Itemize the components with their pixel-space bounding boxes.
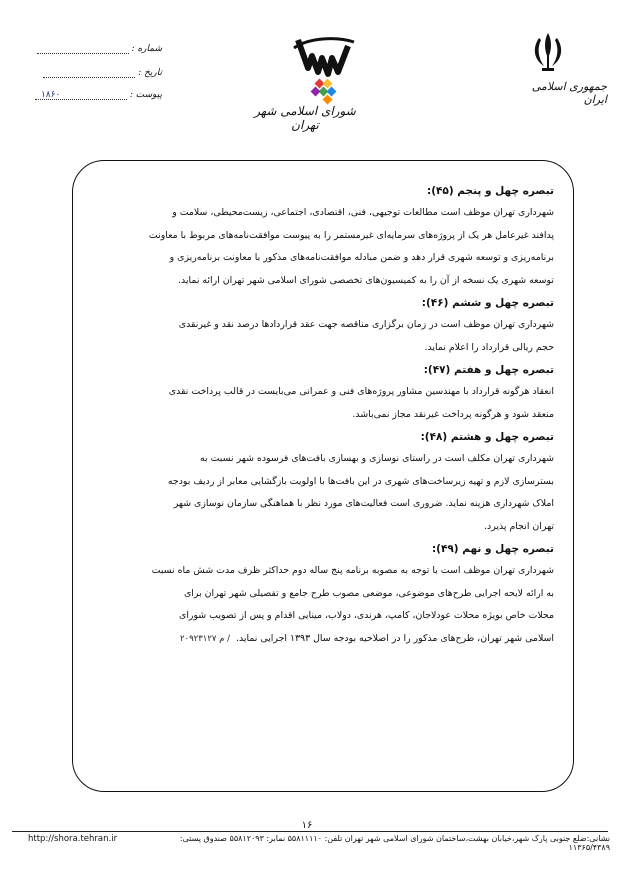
section-48: [94, 426, 554, 538]
paragraph-line: حجم ریالی قرارداد را اعلام نماید.: [424, 341, 554, 353]
meta-date: [32, 68, 162, 78]
footer-divider: [12, 831, 608, 832]
iran-emblem-icon: [528, 30, 568, 74]
paragraph-line: به ارائه لایحه اجرایی طرح‌های موضوعی، موضعی مصوب طرح جامع و تفصیلی شهر تهران برای: [183, 587, 554, 599]
paragraph-line: [94, 628, 554, 651]
meta-attachment: [32, 90, 162, 100]
paragraph-line: شهرداری تهران موظف است با توجه به مصوبه برنامه پنج ساله دوم حداکثر ظرف مدت شش ماه نسبت: [151, 565, 554, 576]
meta-number-line: [37, 44, 129, 54]
document-body: [94, 180, 554, 650]
paragraph-line: شهرداری تهران موظف است مطالعات توجیهی، فنی، اقتصادی، اجتماعی، زیست‌محیطی، سلامت و: [172, 207, 554, 218]
paragraph-line: بسترسازی لازم و تهیه زیرساخت‌های شهری در این بافت‌ها با اولویت بازگشایی معابر از ردیف بودجه: [167, 475, 554, 487]
section-45: [94, 180, 554, 292]
paragraph-line: تهران انجام پذیرد.: [484, 520, 554, 532]
paragraph-line: شهرداری تهران مکلف است در راستای نوسازی و بهسازی بافت‌های فرسوده شهر نسبت به: [199, 453, 554, 464]
paragraph-line: پدافند غیرعامل هر یک از پروژه‌های سرمایه‌ای غیرمستمر را به پیوست موافقت‌نامه‌های مربوط با معاونت: [148, 229, 554, 241]
section-49: [94, 538, 554, 650]
meta-attachment-value: ۱۸۶۰: [40, 90, 61, 100]
paragraph-line: شهرداری تهران موظف است در زمان برگزاری مناقصه جهت عقد قراردادها درصد نقد و غیرنقدی: [178, 319, 554, 330]
paragraph-line: املاک شهرداری هزینه نماید. ضروری است فعالیت‌های مورد نظر با هماهنگی سازمان نوسازی شهر: [173, 498, 554, 509]
section-47: [94, 359, 554, 426]
paragraph-line: برنامه‌ریزی و توسعه شهری قرار دهد و ضمن مبادله موافقت‌نامه‌های مذکور با معاونت برنامه‌ریزی و: [169, 252, 554, 263]
paragraph-line: منعقد شود و هرگونه پرداخت غیرنقد مجاز نمی‌باشد.: [352, 408, 554, 420]
section-title: تبصره چهل و هفتم (۴۷):: [423, 364, 554, 376]
meta-number-label: شماره :: [131, 44, 162, 54]
meta-attachment-line: [35, 90, 127, 100]
council-name: شورای اسلامی شهر تهران: [254, 104, 356, 132]
section-title: تبصره چهل و پنجم (۴۵):: [427, 185, 554, 197]
paragraph-line: توسعه شهری یک نسخه از آن را به کمیسیون‌های تخصصی شورای اسلامی شهر تهران ارائه نماید.: [178, 274, 554, 286]
meta-attachment-label: پیوست :: [129, 90, 162, 100]
reference-code: / م ۲۰۹۲۳۱۲۷: [179, 633, 230, 644]
section-46: [94, 292, 554, 359]
paragraph-line: انعقاد هرگونه قرارداد با مهندسین مشاور پروژه‌های فنی و عمرانی می‌بایست در قالب پرداخت نقدی: [168, 386, 554, 397]
meta-number: [32, 44, 162, 54]
paragraph-text: اسلامی شهر تهران، طرح‌های مذکور را در اصلاحیه بودجه سال ۱۳۹۳ اجرایی نماید.: [236, 632, 554, 644]
page-number: ۱۶: [301, 820, 313, 831]
council-logo-icon: [288, 28, 358, 108]
footer-url[interactable]: http://shora.tehran.ir: [28, 834, 118, 844]
section-title: تبصره چهل و هشتم (۴۸):: [420, 431, 554, 443]
section-title: تبصره چهل و ششم (۴۶):: [421, 297, 554, 309]
meta-date-label: تاریخ :: [138, 68, 162, 78]
section-title: تبصره چهل و نهم (۴۹):: [431, 543, 554, 555]
meta-date-line: [43, 68, 135, 78]
paragraph-line: محلات خاص بویژه محلات عودلاجان، کامپ، هرندی، دولاب، مینایی اقدام و پس از تصویب شورای: [178, 610, 554, 621]
republic-label: جمهوری اسلامی ایران: [531, 80, 607, 106]
footer-address: نشانی:ضلع جنوبی پارک شهر،خیابان بهشت،ساختمان شورای اسلامی شهر تهران تلفن: ۵۵۸۱۱۱۱۰ نمابر: ۵۵۸۱۲۰۹۳ صندوق پستی: ۱۱۳۶۵/۴۳۸۹: [179, 834, 610, 852]
